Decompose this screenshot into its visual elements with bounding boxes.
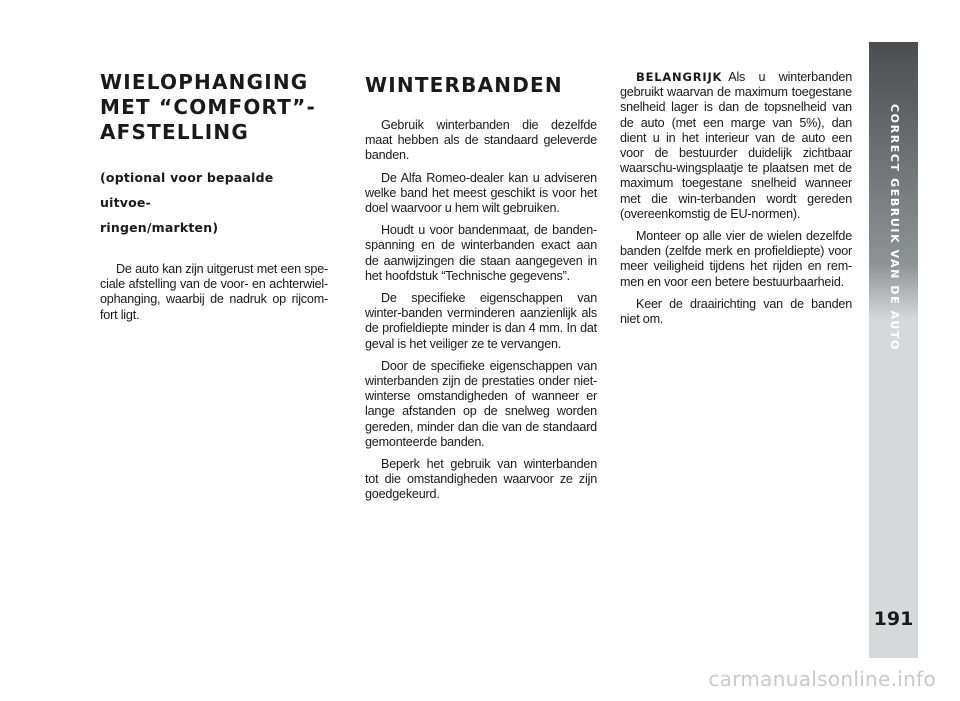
important-text: Als u winterbanden gebruikt waarvan de maximum toegestane snelheid lager is dan de topsnelheid van de auto (met een marge van 5%), dan dient u in het interieur van de auto een voor de bestuurder duidelijk zichtbaar waarschu-wingsplaatje te plaatsen met de maximum toegestane snelheid wanneer met die win-terbanden wordt gereden (overeenkomstig de EU-normen). bbox=[620, 70, 852, 221]
chapter-side-tab bbox=[869, 42, 918, 658]
title-line: WIELOPHANGING bbox=[100, 70, 309, 94]
title-line: AFSTELLING bbox=[100, 120, 249, 144]
section-important-note bbox=[620, 70, 852, 334]
subtitle-line: (optional voor bepaalde uitvoe- bbox=[100, 170, 274, 210]
paragraph: De Alfa Romeo-dealer kan u adviseren welke band het meest geschikt is voor het doel waarvoor u hem wilt gebruiken. bbox=[365, 170, 597, 216]
important-label: BELANGRIJK bbox=[636, 70, 723, 84]
paragraph: Houdt u voor bandenmaat, de banden-spanning en de winterbanden exact aan de aanwijzingen die staan aangegeven in het hoofdstuk “Technische gegevens”. bbox=[365, 223, 597, 283]
section-suspension bbox=[100, 70, 328, 330]
paragraph: De specifieke eigenschappen van winter-banden verminderen aanzienlijk als de profieldiepte minder is dan 4 mm. In dat geval is het veiliger ze te vervangen. bbox=[365, 291, 597, 351]
section-title-suspension bbox=[100, 70, 328, 145]
important-paragraph bbox=[620, 70, 852, 222]
section-title-winter-tyres: WINTERBANDEN bbox=[365, 73, 563, 97]
section-subtitle bbox=[100, 165, 328, 240]
paragraph: Monteer op alle vier de wielen dezelfde banden (zelfde merk en profieldiepte) voor meer veiligheid tijdens het rijden en rem-men en voor een betere bestuurbaarheid. bbox=[620, 229, 852, 289]
section-winter-tyres bbox=[365, 70, 597, 510]
paragraph: Door de specifieke eigenschappen van winterbanden zijn de prestaties onder niet-winterse omstandigheden of wanneer er lange afstanden op de snelweg worden gereden, minder dan die van de standaard gemonteerde banden. bbox=[365, 358, 597, 449]
paragraph: Gebruik winterbanden die dezelfde maat hebben als de standaard geleverde banden. bbox=[365, 118, 597, 163]
paragraph: De auto kan zijn uitgerust met een spe-ciale afstelling van de voor- en achterwiel-ophanging, waarbij de nadruk op rijcom-fort ligt. bbox=[100, 262, 328, 322]
watermark: carmanualsonline.info bbox=[708, 667, 936, 691]
page-number: 191 bbox=[873, 608, 914, 630]
chapter-tab-header bbox=[869, 42, 918, 352]
title-line: MET “COMFORT”- bbox=[100, 95, 316, 119]
chapter-label: CORRECT GEBRUIK VAN DE AUTO bbox=[888, 104, 901, 352]
subtitle-line: ringen/markten) bbox=[100, 220, 219, 235]
paragraph: Keer de draairichting van de banden niet om. bbox=[620, 296, 852, 327]
paragraph: Beperk het gebruik van winterbanden tot die omstandigheden waarvoor ze zijn goedgekeurd. bbox=[365, 457, 597, 502]
